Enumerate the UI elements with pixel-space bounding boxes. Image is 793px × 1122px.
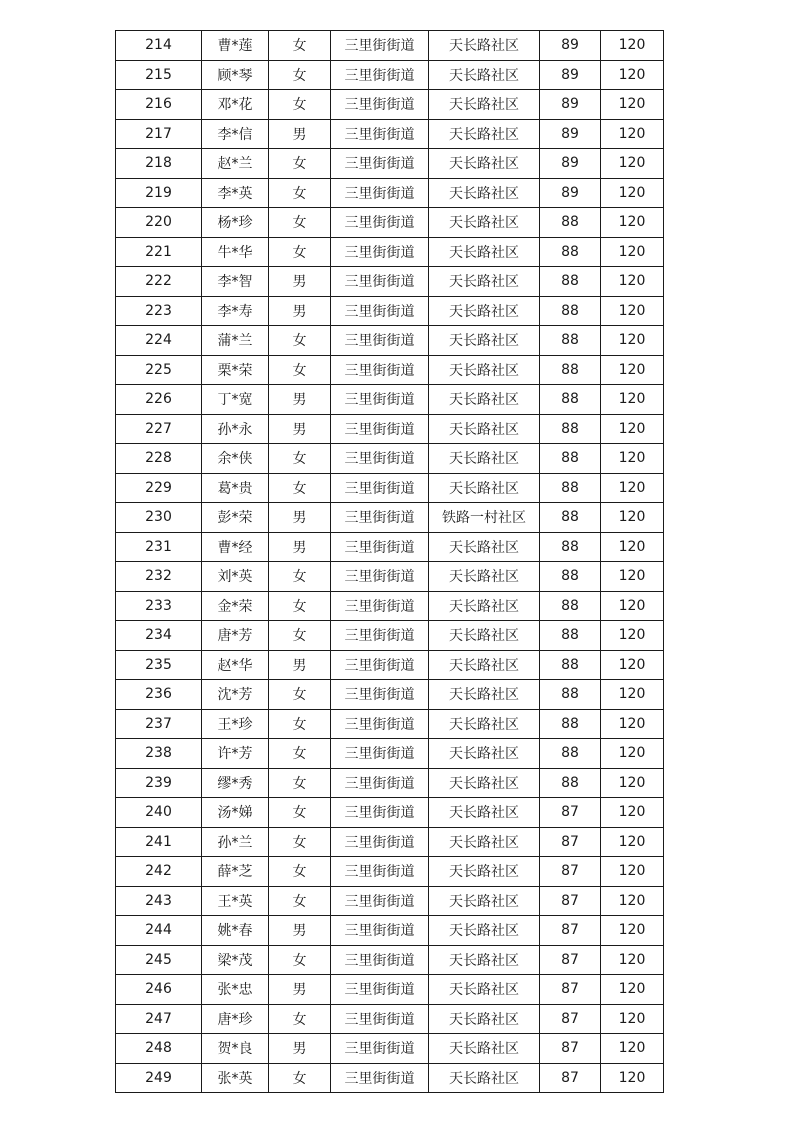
cell-gender: 男 <box>269 267 331 297</box>
cell-gender: 女 <box>269 326 331 356</box>
cell-amount: 120 <box>601 739 664 769</box>
cell-name: 王*珍 <box>202 709 269 739</box>
cell-number: 224 <box>116 326 202 356</box>
cell-community: 天长路社区 <box>429 267 540 297</box>
cell-street: 三里街街道 <box>331 178 429 208</box>
cell-amount: 120 <box>601 709 664 739</box>
cell-street: 三里街街道 <box>331 739 429 769</box>
cell-number: 225 <box>116 355 202 385</box>
cell-number: 247 <box>116 1004 202 1034</box>
cell-street: 三里街街道 <box>331 1063 429 1093</box>
cell-number: 239 <box>116 768 202 798</box>
cell-age: 87 <box>540 827 601 857</box>
cell-age: 87 <box>540 945 601 975</box>
cell-amount: 120 <box>601 237 664 267</box>
cell-age: 89 <box>540 178 601 208</box>
cell-age: 88 <box>540 267 601 297</box>
cell-name: 余*侠 <box>202 444 269 474</box>
cell-street: 三里街街道 <box>331 680 429 710</box>
cell-street: 三里街街道 <box>331 591 429 621</box>
cell-name: 贺*良 <box>202 1034 269 1064</box>
table-row <box>116 90 664 120</box>
cell-community: 天长路社区 <box>429 857 540 887</box>
cell-gender: 女 <box>269 621 331 651</box>
cell-street: 三里街街道 <box>331 857 429 887</box>
cell-number: 248 <box>116 1034 202 1064</box>
cell-number: 238 <box>116 739 202 769</box>
table-row <box>116 149 664 179</box>
cell-age: 87 <box>540 857 601 887</box>
cell-age: 88 <box>540 709 601 739</box>
cell-community: 天长路社区 <box>429 621 540 651</box>
cell-gender: 女 <box>269 473 331 503</box>
table-row <box>116 178 664 208</box>
cell-community: 天长路社区 <box>429 591 540 621</box>
table-row <box>116 444 664 474</box>
cell-gender: 女 <box>269 1004 331 1034</box>
cell-name: 唐*芳 <box>202 621 269 651</box>
cell-gender: 女 <box>269 444 331 474</box>
cell-name: 曹*莲 <box>202 31 269 61</box>
cell-number: 236 <box>116 680 202 710</box>
cell-age: 88 <box>540 768 601 798</box>
table-row <box>116 591 664 621</box>
roster-table-body <box>116 31 664 1093</box>
table-row <box>116 562 664 592</box>
cell-street: 三里街街道 <box>331 60 429 90</box>
cell-street: 三里街街道 <box>331 945 429 975</box>
table-row <box>116 473 664 503</box>
cell-street: 三里街街道 <box>331 119 429 149</box>
cell-amount: 120 <box>601 886 664 916</box>
cell-name: 缪*秀 <box>202 768 269 798</box>
cell-age: 88 <box>540 385 601 415</box>
cell-name: 蒲*兰 <box>202 326 269 356</box>
cell-amount: 120 <box>601 621 664 651</box>
cell-gender: 女 <box>269 768 331 798</box>
cell-number: 228 <box>116 444 202 474</box>
cell-community: 天长路社区 <box>429 119 540 149</box>
cell-street: 三里街街道 <box>331 827 429 857</box>
cell-number: 231 <box>116 532 202 562</box>
cell-name: 梁*茂 <box>202 945 269 975</box>
cell-number: 229 <box>116 473 202 503</box>
cell-name: 赵*华 <box>202 650 269 680</box>
cell-amount: 120 <box>601 296 664 326</box>
cell-name: 栗*荣 <box>202 355 269 385</box>
cell-gender: 女 <box>269 355 331 385</box>
cell-street: 三里街街道 <box>331 385 429 415</box>
cell-number: 230 <box>116 503 202 533</box>
cell-number: 249 <box>116 1063 202 1093</box>
cell-number: 226 <box>116 385 202 415</box>
cell-number: 218 <box>116 149 202 179</box>
cell-age: 88 <box>540 237 601 267</box>
cell-amount: 120 <box>601 768 664 798</box>
cell-number: 232 <box>116 562 202 592</box>
cell-number: 214 <box>116 31 202 61</box>
cell-name: 赵*兰 <box>202 149 269 179</box>
cell-street: 三里街街道 <box>331 267 429 297</box>
table-row <box>116 326 664 356</box>
cell-gender: 男 <box>269 532 331 562</box>
cell-gender: 女 <box>269 680 331 710</box>
cell-street: 三里街街道 <box>331 916 429 946</box>
cell-community: 天长路社区 <box>429 60 540 90</box>
cell-name: 孙*永 <box>202 414 269 444</box>
cell-number: 234 <box>116 621 202 651</box>
cell-gender: 女 <box>269 739 331 769</box>
table-row <box>116 355 664 385</box>
cell-age: 87 <box>540 798 601 828</box>
cell-gender: 男 <box>269 414 331 444</box>
table-row <box>116 768 664 798</box>
cell-name: 张*忠 <box>202 975 269 1005</box>
table-row <box>116 1063 664 1093</box>
cell-amount: 120 <box>601 473 664 503</box>
table-row <box>116 385 664 415</box>
cell-gender: 女 <box>269 591 331 621</box>
cell-amount: 120 <box>601 385 664 415</box>
cell-name: 彭*荣 <box>202 503 269 533</box>
cell-gender: 女 <box>269 886 331 916</box>
cell-street: 三里街街道 <box>331 503 429 533</box>
cell-age: 88 <box>540 414 601 444</box>
cell-gender: 男 <box>269 503 331 533</box>
cell-name: 杨*珍 <box>202 208 269 238</box>
cell-gender: 女 <box>269 208 331 238</box>
cell-gender: 男 <box>269 296 331 326</box>
table-row <box>116 827 664 857</box>
cell-amount: 120 <box>601 562 664 592</box>
table-row <box>116 119 664 149</box>
cell-community: 天长路社区 <box>429 237 540 267</box>
cell-amount: 120 <box>601 60 664 90</box>
table-row <box>116 916 664 946</box>
cell-street: 三里街街道 <box>331 326 429 356</box>
cell-amount: 120 <box>601 355 664 385</box>
cell-street: 三里街街道 <box>331 886 429 916</box>
cell-amount: 120 <box>601 532 664 562</box>
table-row <box>116 237 664 267</box>
cell-community: 天长路社区 <box>429 709 540 739</box>
cell-number: 237 <box>116 709 202 739</box>
cell-amount: 120 <box>601 591 664 621</box>
cell-gender: 男 <box>269 650 331 680</box>
cell-age: 88 <box>540 296 601 326</box>
cell-age: 88 <box>540 326 601 356</box>
cell-gender: 女 <box>269 798 331 828</box>
cell-gender: 女 <box>269 90 331 120</box>
cell-community: 天长路社区 <box>429 680 540 710</box>
cell-gender: 女 <box>269 237 331 267</box>
cell-age: 89 <box>540 119 601 149</box>
cell-name: 李*寿 <box>202 296 269 326</box>
cell-street: 三里街街道 <box>331 149 429 179</box>
cell-age: 87 <box>540 1004 601 1034</box>
cell-community: 天长路社区 <box>429 90 540 120</box>
cell-street: 三里街街道 <box>331 1034 429 1064</box>
cell-name: 姚*春 <box>202 916 269 946</box>
cell-amount: 120 <box>601 267 664 297</box>
cell-community: 天长路社区 <box>429 739 540 769</box>
cell-age: 87 <box>540 916 601 946</box>
cell-community: 天长路社区 <box>429 385 540 415</box>
cell-amount: 120 <box>601 90 664 120</box>
cell-number: 243 <box>116 886 202 916</box>
cell-name: 刘*英 <box>202 562 269 592</box>
cell-age: 88 <box>540 473 601 503</box>
cell-name: 牛*华 <box>202 237 269 267</box>
cell-community: 铁路一村社区 <box>429 503 540 533</box>
cell-gender: 女 <box>269 60 331 90</box>
cell-gender: 男 <box>269 916 331 946</box>
cell-community: 天长路社区 <box>429 532 540 562</box>
cell-amount: 120 <box>601 149 664 179</box>
cell-community: 天长路社区 <box>429 31 540 61</box>
table-row <box>116 709 664 739</box>
cell-community: 天长路社区 <box>429 208 540 238</box>
table-row <box>116 975 664 1005</box>
table-row <box>116 680 664 710</box>
cell-street: 三里街街道 <box>331 355 429 385</box>
cell-age: 88 <box>540 503 601 533</box>
cell-number: 245 <box>116 945 202 975</box>
cell-age: 88 <box>540 208 601 238</box>
cell-street: 三里街街道 <box>331 31 429 61</box>
cell-street: 三里街街道 <box>331 768 429 798</box>
cell-amount: 120 <box>601 1034 664 1064</box>
cell-amount: 120 <box>601 650 664 680</box>
cell-gender: 男 <box>269 1034 331 1064</box>
cell-age: 88 <box>540 650 601 680</box>
cell-street: 三里街街道 <box>331 650 429 680</box>
cell-age: 89 <box>540 90 601 120</box>
cell-age: 89 <box>540 149 601 179</box>
table-row <box>116 739 664 769</box>
cell-amount: 120 <box>601 857 664 887</box>
cell-community: 天长路社区 <box>429 414 540 444</box>
cell-age: 88 <box>540 739 601 769</box>
cell-community: 天长路社区 <box>429 178 540 208</box>
table-row <box>116 650 664 680</box>
cell-number: 241 <box>116 827 202 857</box>
table-row <box>116 1004 664 1034</box>
cell-amount: 120 <box>601 916 664 946</box>
cell-community: 天长路社区 <box>429 886 540 916</box>
cell-name: 李*智 <box>202 267 269 297</box>
table-row <box>116 532 664 562</box>
cell-age: 88 <box>540 562 601 592</box>
cell-gender: 女 <box>269 149 331 179</box>
cell-gender: 男 <box>269 385 331 415</box>
cell-name: 金*荣 <box>202 591 269 621</box>
cell-age: 89 <box>540 60 601 90</box>
table-row <box>116 1034 664 1064</box>
cell-street: 三里街街道 <box>331 532 429 562</box>
cell-gender: 男 <box>269 975 331 1005</box>
cell-name: 许*芳 <box>202 739 269 769</box>
cell-gender: 女 <box>269 857 331 887</box>
table-row <box>116 857 664 887</box>
cell-gender: 女 <box>269 945 331 975</box>
cell-amount: 120 <box>601 680 664 710</box>
roster-table <box>115 30 664 1093</box>
cell-community: 天长路社区 <box>429 945 540 975</box>
cell-number: 240 <box>116 798 202 828</box>
cell-number: 216 <box>116 90 202 120</box>
cell-name: 沈*芳 <box>202 680 269 710</box>
cell-amount: 120 <box>601 945 664 975</box>
cell-community: 天长路社区 <box>429 444 540 474</box>
cell-amount: 120 <box>601 414 664 444</box>
cell-age: 87 <box>540 1063 601 1093</box>
table-row <box>116 621 664 651</box>
cell-community: 天长路社区 <box>429 1034 540 1064</box>
cell-street: 三里街街道 <box>331 709 429 739</box>
table-row <box>116 60 664 90</box>
cell-community: 天长路社区 <box>429 768 540 798</box>
cell-gender: 男 <box>269 119 331 149</box>
cell-age: 88 <box>540 444 601 474</box>
cell-community: 天长路社区 <box>429 798 540 828</box>
cell-number: 215 <box>116 60 202 90</box>
cell-street: 三里街街道 <box>331 90 429 120</box>
cell-age: 88 <box>540 621 601 651</box>
cell-amount: 120 <box>601 31 664 61</box>
cell-street: 三里街街道 <box>331 1004 429 1034</box>
cell-amount: 120 <box>601 1063 664 1093</box>
cell-street: 三里街街道 <box>331 237 429 267</box>
cell-age: 87 <box>540 1034 601 1064</box>
cell-community: 天长路社区 <box>429 827 540 857</box>
cell-number: 221 <box>116 237 202 267</box>
cell-amount: 120 <box>601 119 664 149</box>
cell-community: 天长路社区 <box>429 149 540 179</box>
cell-gender: 女 <box>269 827 331 857</box>
cell-name: 唐*珍 <box>202 1004 269 1034</box>
cell-number: 219 <box>116 178 202 208</box>
table-row <box>116 503 664 533</box>
cell-number: 227 <box>116 414 202 444</box>
cell-amount: 120 <box>601 444 664 474</box>
cell-amount: 120 <box>601 178 664 208</box>
cell-age: 88 <box>540 355 601 385</box>
cell-gender: 女 <box>269 562 331 592</box>
cell-name: 王*英 <box>202 886 269 916</box>
cell-amount: 120 <box>601 827 664 857</box>
cell-gender: 女 <box>269 709 331 739</box>
cell-age: 88 <box>540 680 601 710</box>
cell-community: 天长路社区 <box>429 916 540 946</box>
cell-number: 220 <box>116 208 202 238</box>
cell-community: 天长路社区 <box>429 326 540 356</box>
table-row <box>116 414 664 444</box>
table-row <box>116 267 664 297</box>
cell-community: 天长路社区 <box>429 650 540 680</box>
table-row <box>116 31 664 61</box>
cell-number: 217 <box>116 119 202 149</box>
cell-name: 葛*贵 <box>202 473 269 503</box>
cell-name: 丁*宽 <box>202 385 269 415</box>
table-row <box>116 798 664 828</box>
cell-age: 89 <box>540 31 601 61</box>
cell-street: 三里街街道 <box>331 975 429 1005</box>
cell-community: 天长路社区 <box>429 296 540 326</box>
cell-name: 张*英 <box>202 1063 269 1093</box>
cell-number: 244 <box>116 916 202 946</box>
cell-gender: 女 <box>269 1063 331 1093</box>
cell-number: 233 <box>116 591 202 621</box>
cell-name: 李*信 <box>202 119 269 149</box>
cell-name: 李*英 <box>202 178 269 208</box>
cell-street: 三里街街道 <box>331 444 429 474</box>
cell-amount: 120 <box>601 326 664 356</box>
cell-name: 顾*琴 <box>202 60 269 90</box>
cell-number: 235 <box>116 650 202 680</box>
cell-age: 87 <box>540 975 601 1005</box>
table-row <box>116 208 664 238</box>
cell-amount: 120 <box>601 1004 664 1034</box>
cell-number: 246 <box>116 975 202 1005</box>
cell-community: 天长路社区 <box>429 355 540 385</box>
table-row <box>116 886 664 916</box>
cell-name: 薛*芝 <box>202 857 269 887</box>
cell-street: 三里街街道 <box>331 473 429 503</box>
table-row <box>116 296 664 326</box>
table-row <box>116 945 664 975</box>
cell-community: 天长路社区 <box>429 473 540 503</box>
cell-street: 三里街街道 <box>331 414 429 444</box>
cell-number: 222 <box>116 267 202 297</box>
cell-age: 88 <box>540 532 601 562</box>
cell-street: 三里街街道 <box>331 208 429 238</box>
cell-name: 邓*花 <box>202 90 269 120</box>
cell-name: 汤*娣 <box>202 798 269 828</box>
cell-age: 88 <box>540 591 601 621</box>
cell-community: 天长路社区 <box>429 975 540 1005</box>
cell-amount: 120 <box>601 798 664 828</box>
cell-gender: 女 <box>269 31 331 61</box>
cell-amount: 120 <box>601 975 664 1005</box>
cell-community: 天长路社区 <box>429 1063 540 1093</box>
cell-number: 223 <box>116 296 202 326</box>
cell-amount: 120 <box>601 208 664 238</box>
cell-community: 天长路社区 <box>429 562 540 592</box>
cell-number: 242 <box>116 857 202 887</box>
cell-street: 三里街街道 <box>331 621 429 651</box>
cell-street: 三里街街道 <box>331 798 429 828</box>
cell-name: 孙*兰 <box>202 827 269 857</box>
cell-street: 三里街街道 <box>331 296 429 326</box>
cell-amount: 120 <box>601 503 664 533</box>
cell-name: 曹*经 <box>202 532 269 562</box>
cell-street: 三里街街道 <box>331 562 429 592</box>
cell-age: 87 <box>540 886 601 916</box>
cell-gender: 女 <box>269 178 331 208</box>
cell-community: 天长路社区 <box>429 1004 540 1034</box>
